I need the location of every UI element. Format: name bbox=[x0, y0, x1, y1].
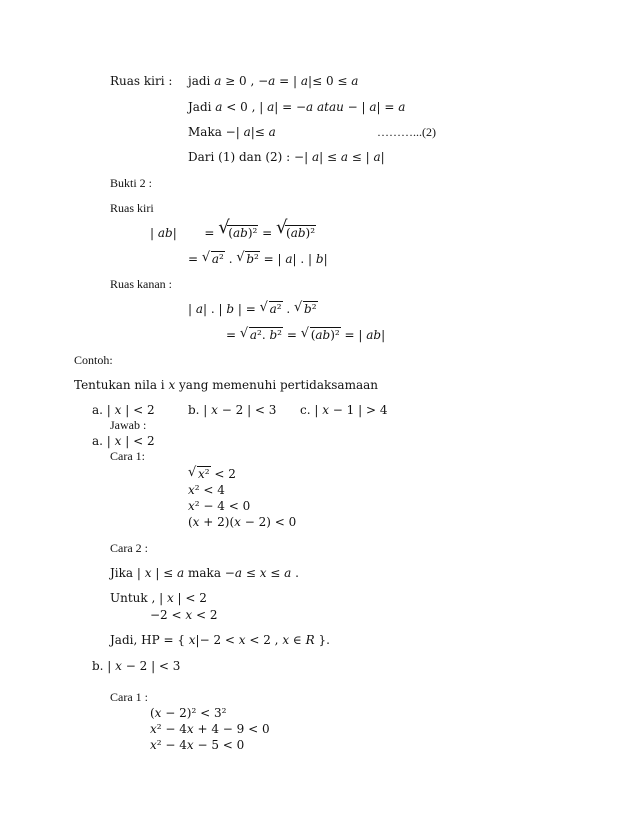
math-sqrt-a2: √ 𝑎² bbox=[202, 252, 225, 267]
math-b-squared: (𝑥 − 2)² < 3² bbox=[150, 706, 227, 720]
math-x2-minus-4: 𝑥² − 4 < 0 bbox=[188, 499, 251, 513]
text-line-dari-1-dan-2: Dari (1) dan (2) : −| 𝑎| ≤ 𝑎 ≤ | 𝑎| bbox=[188, 150, 385, 164]
text-cara-2: Cara 2 : bbox=[110, 541, 148, 555]
text-bukti-2: Bukti 2 : bbox=[110, 176, 153, 190]
math-sqrt-ab2-1: √ (𝑎𝑏)² bbox=[218, 226, 258, 241]
math-abs-a-abs-b: | 𝑎| . | 𝑏 | = bbox=[188, 302, 256, 316]
text-ruas-kiri-label: Ruas kiri : bbox=[110, 74, 173, 88]
math-sqrt-b2: √ 𝑏² bbox=[236, 252, 260, 267]
math-row-kanan-1 bbox=[188, 302, 318, 317]
text-problem-c: c. | 𝑥 − 1 | > 4 bbox=[300, 403, 388, 417]
text-ruas-kanan: Ruas kanan : bbox=[110, 277, 172, 291]
math-sqrt-a2b2: √ 𝑎². 𝑏² bbox=[240, 328, 283, 343]
math-sqrt-ab2: √ (𝑎𝑏)² bbox=[301, 328, 341, 343]
text-answer-a: a. | 𝑥 | < 2 bbox=[92, 434, 155, 448]
text-jawab: Jawab : bbox=[110, 418, 147, 432]
math-result-abs-a-abs-b: = | 𝑎| . | 𝑏| bbox=[263, 252, 328, 266]
text-line-jadi-a-lt-0: Jadi 𝑎 < 0 , | 𝑎| = −𝑎 𝑎𝑡𝑎𝑢 − | 𝑎| = 𝑎 bbox=[188, 100, 406, 114]
math-result-abs-ab: = | 𝑎𝑏| bbox=[344, 328, 386, 342]
math-row-sqrt-a2-b2 bbox=[188, 252, 328, 267]
math-b-simplified: 𝑥² − 4𝑥 − 5 < 0 bbox=[150, 738, 245, 752]
math-sqrt-a2: √ 𝑎² bbox=[260, 302, 283, 317]
math-row-abs-ab bbox=[150, 226, 316, 241]
text-ruas-kiri-2: Ruas kiri bbox=[110, 201, 154, 215]
text-equation-number-2: ………...(2) bbox=[377, 125, 436, 139]
text-line-maka: Maka −| 𝑎|≤ 𝑎 bbox=[188, 125, 276, 139]
text-jadi-hp: Jadi, HP = { 𝑥|− 2 < 𝑥 < 2 , 𝑥 ∈ 𝑅 }. bbox=[110, 633, 330, 647]
text-contoh: Contoh: bbox=[74, 353, 113, 367]
math-range: −2 < 𝑥 < 2 bbox=[150, 608, 218, 622]
text-problem-b: b. | 𝑥 − 2 | < 3 bbox=[188, 403, 277, 417]
math-dot: . bbox=[228, 252, 233, 266]
math-equals: = bbox=[188, 252, 199, 266]
text-untuk: Untuk , | 𝑥 | < 2 bbox=[110, 591, 207, 605]
math-sqrt-x2: √ 𝑥² bbox=[188, 467, 211, 482]
math-equals: = bbox=[286, 328, 297, 342]
text-jika: Jika | 𝑥 | ≤ 𝑎 maka −𝑎 ≤ 𝑥 ≤ 𝑎 . bbox=[110, 566, 299, 580]
math-factored: (𝑥 + 2)(𝑥 − 2) < 0 bbox=[188, 515, 297, 529]
math-equals: = bbox=[226, 328, 237, 342]
math-b-expanded: 𝑥² − 4𝑥 + 4 − 9 < 0 bbox=[150, 722, 270, 736]
text-answer-b: b. | 𝑥 − 2 | < 3 bbox=[92, 659, 181, 673]
math-dot: . bbox=[286, 302, 291, 316]
text-line-jadi-a-ge-0: jadi 𝑎 ≥ 0 , −𝑎 = | 𝑎|≤ 0 ≤ 𝑎 bbox=[188, 74, 359, 88]
text-tentukan: Tentukan nila i 𝑥 yang memenuhi pertidaksamaan bbox=[74, 378, 379, 392]
math-sqrt-b2: √ 𝑏² bbox=[294, 302, 318, 317]
math-row-kanan-2 bbox=[226, 328, 385, 343]
math-equals: = bbox=[262, 226, 273, 240]
math-x2-lt-4: 𝑥² < 4 bbox=[188, 483, 225, 497]
math-abs-ab: | 𝑎𝑏| bbox=[150, 226, 177, 240]
text-problem-a: a. | 𝑥 | < 2 bbox=[92, 403, 155, 417]
math-lt-2: < 2 bbox=[214, 467, 236, 481]
math-equals: = bbox=[204, 226, 215, 240]
text-cara-1-a: Cara 1: bbox=[110, 449, 145, 463]
math-row-sqrt-x2-lt-2 bbox=[188, 467, 236, 482]
math-sqrt-ab2-2: √ (𝑎𝑏)² bbox=[276, 226, 316, 241]
text-cara-1-b: Cara 1 : bbox=[110, 690, 148, 704]
